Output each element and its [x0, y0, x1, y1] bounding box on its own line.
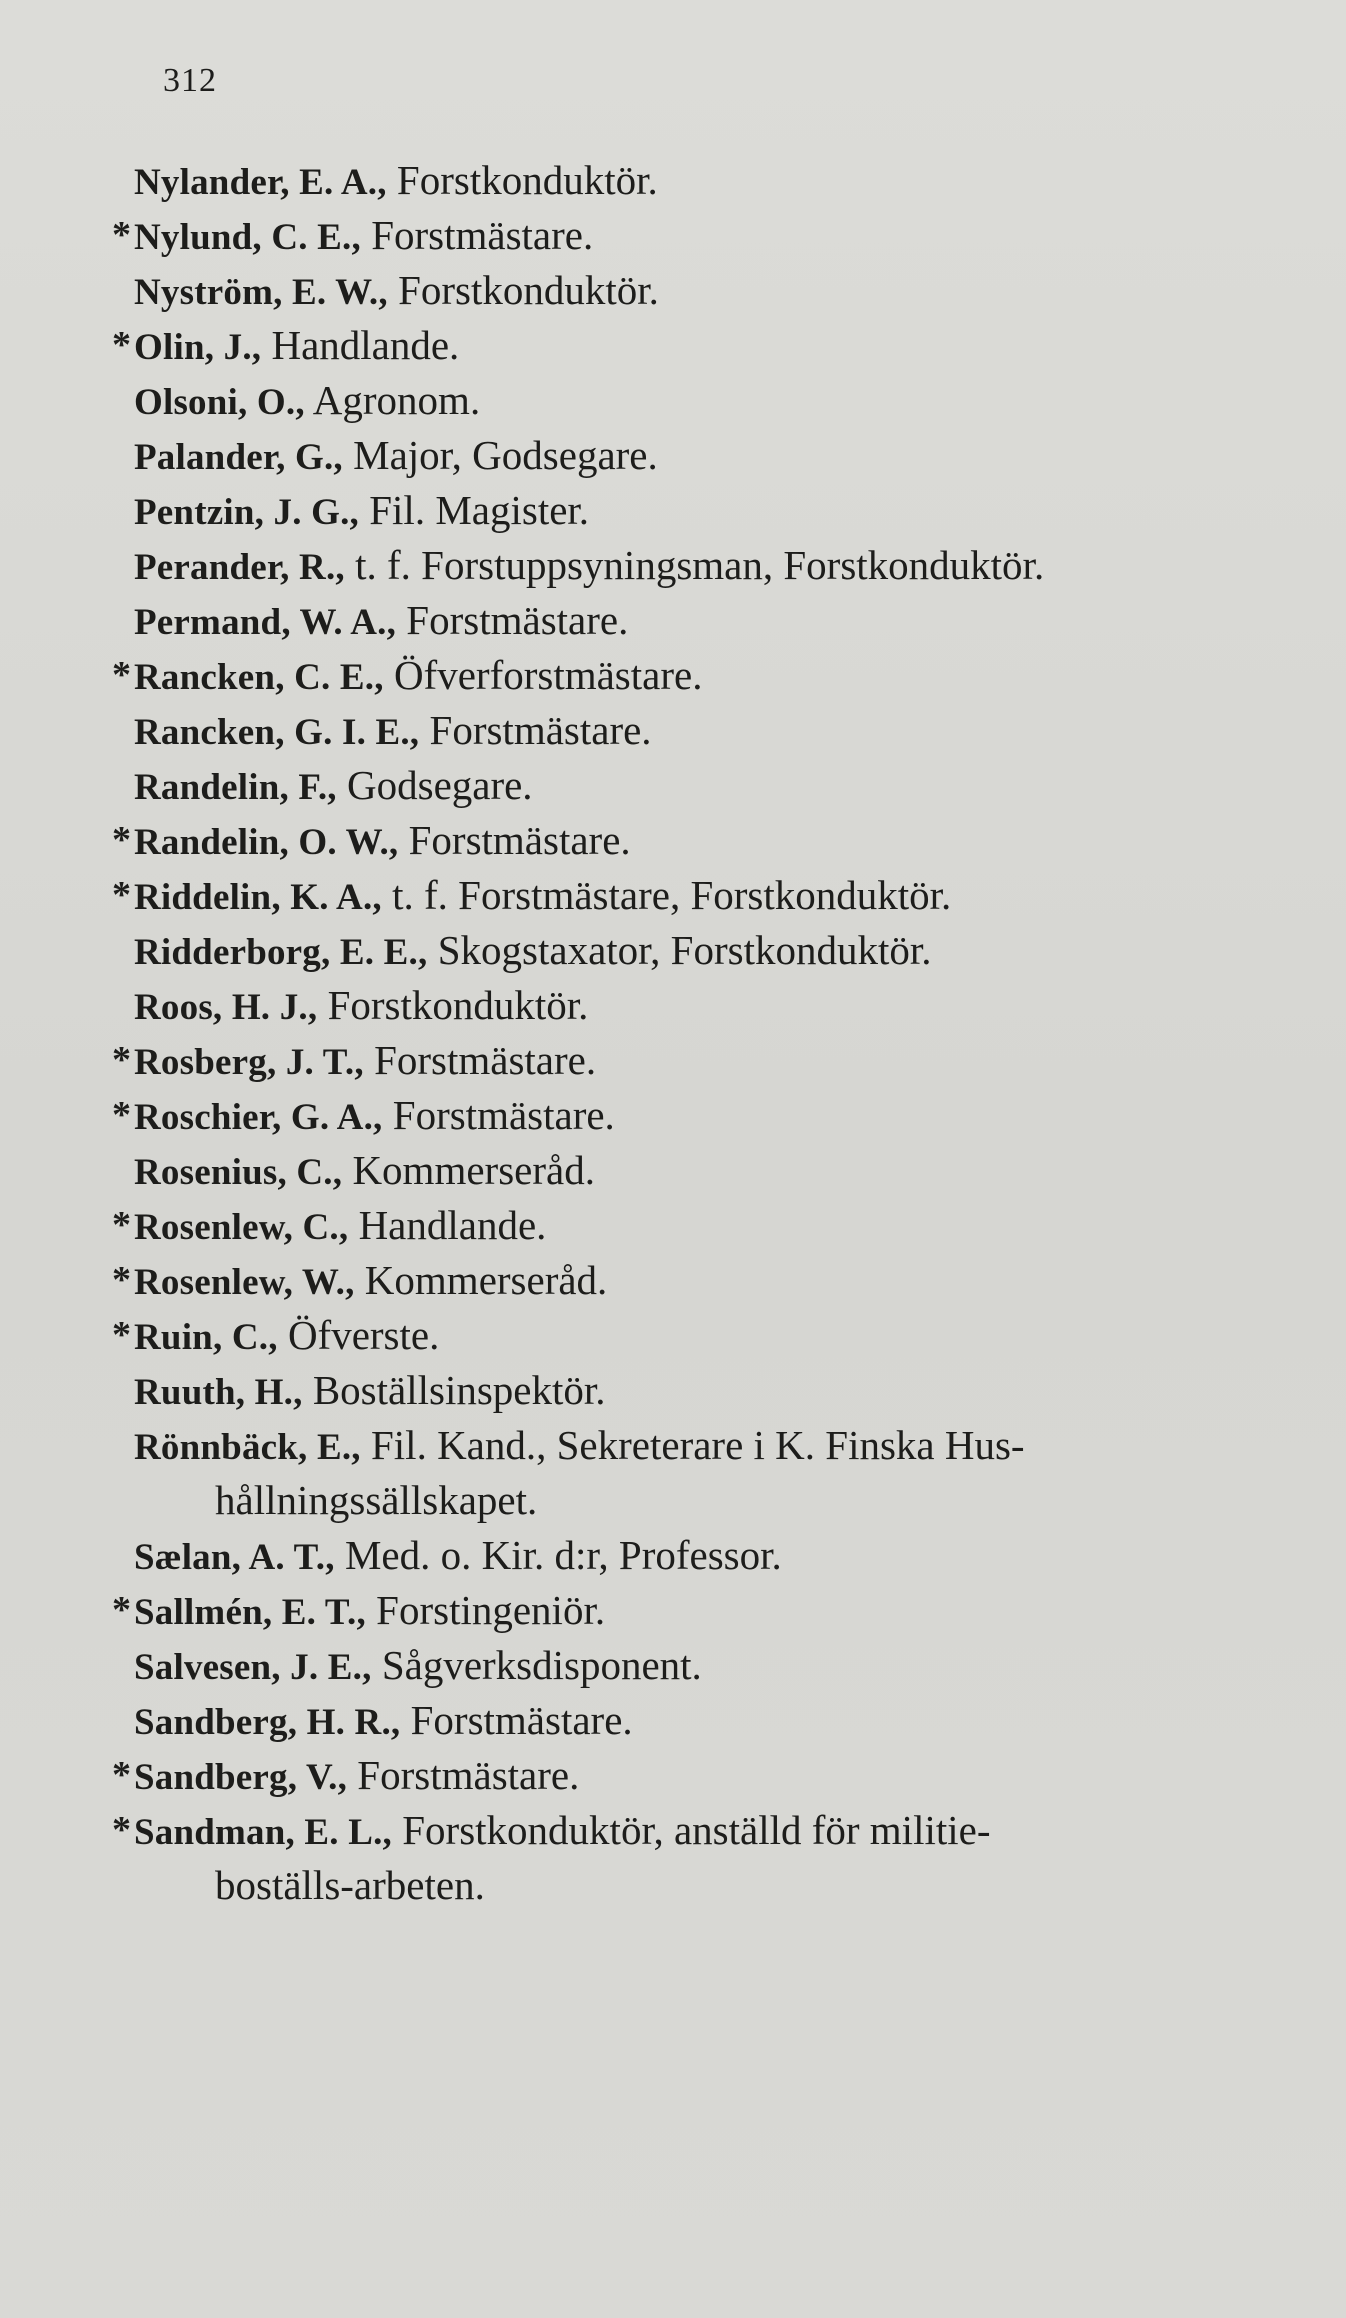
entry-text: [134, 593, 628, 650]
entry-name: Roos, H. J.,: [134, 987, 318, 1028]
entry-text: [134, 703, 652, 760]
entry-marker: *: [112, 819, 131, 861]
list-item: [0, 1638, 1346, 1693]
list-item: [0, 1363, 1346, 1418]
entry-title: Forstmästare.: [374, 1037, 597, 1083]
entry-marker: *: [112, 1754, 131, 1796]
entry-name: Olin, J.,: [134, 327, 262, 368]
entry-name: Sallmén, E. T.,: [134, 1592, 366, 1633]
entry-text: [134, 428, 658, 485]
list-item: [0, 1143, 1346, 1198]
entry-title: Forstkonduktör, anställd för militie-: [402, 1807, 991, 1853]
entry-name: Sandman, E. L.,: [134, 1812, 392, 1853]
entry-name: Olsoni, O.,: [134, 382, 305, 423]
list-item: [0, 703, 1346, 758]
entry-name: Nyström, E. W.,: [134, 272, 388, 313]
list-item: [0, 538, 1346, 593]
entry-name: Randelin, O. W.,: [134, 822, 399, 863]
list-item: [0, 1528, 1346, 1583]
entry-name: Ruin, C.,: [134, 1317, 278, 1358]
entry-text: [134, 813, 631, 870]
entry-name: Sandberg, H. R.,: [134, 1702, 401, 1743]
entry-title: Handlande.: [271, 322, 460, 368]
entry-title: Forstmästare.: [408, 817, 631, 863]
list-item: [0, 1033, 1346, 1088]
entry-title: Med. o. Kir. d:r, Professor.: [344, 1532, 782, 1578]
entry-marker: *: [112, 1204, 131, 1246]
list-item: [0, 868, 1346, 923]
entry-text: [134, 153, 658, 210]
entry-text: [134, 758, 533, 815]
list-item: [0, 318, 1346, 373]
entry-title: Öfverste.: [287, 1312, 440, 1358]
entry-text: [134, 483, 589, 540]
entry-continuation: hållningssällskapet.: [215, 1477, 538, 1523]
entry-title: t. f. Forstuppsyningsman, Forstkonduktör.: [355, 542, 1045, 588]
entry-name: Nylund, C. E.,: [134, 217, 361, 258]
entry-title: Forstmästare.: [392, 1092, 615, 1138]
entry-marker: *: [112, 1589, 131, 1631]
entry-list: [0, 153, 1346, 1913]
list-item: [0, 1198, 1346, 1253]
entry-name: Ruuth, H.,: [134, 1372, 303, 1413]
entry-title: Fil. Kand., Sekreterare i K. Finska Hus-: [370, 1422, 1025, 1468]
page-number: 312: [163, 62, 217, 99]
entry-name: Pentzin, J. G.,: [134, 492, 359, 533]
entry-text: [134, 1088, 615, 1145]
entry-name: Permand, W. A.,: [134, 602, 397, 643]
entry-title: t. f. Forstmästare, Forstkonduktör.: [392, 872, 952, 918]
list-item: [0, 1748, 1346, 1803]
entry-text: [134, 538, 1044, 595]
entry-marker: *: [112, 1259, 131, 1301]
entry-title: Forstingeniör.: [376, 1587, 606, 1633]
entry-marker: *: [112, 1314, 131, 1356]
entry-text: [134, 868, 951, 925]
entry-name: Sandberg, V.,: [134, 1757, 348, 1798]
list-item: [0, 263, 1346, 318]
entry-name: Rosenlew, C.,: [134, 1207, 349, 1248]
list-item: [0, 428, 1346, 483]
entry-title: Skogstaxator, Forstkonduktör.: [437, 927, 932, 973]
entry-text: [134, 1143, 595, 1200]
list-item: [0, 1583, 1346, 1638]
entry-text: [134, 1583, 605, 1640]
entry-title: Forstmästare.: [357, 1752, 580, 1798]
entry-text: [134, 263, 659, 320]
entry-text: [134, 1638, 702, 1695]
entry-text: [134, 1253, 607, 1310]
entry-name: Randelin, F.,: [134, 767, 337, 808]
entry-text: [134, 1418, 1025, 1475]
entry-name: Palander, G.,: [134, 437, 343, 478]
entry-title: Boställsinspektör.: [312, 1367, 606, 1413]
entry-name: Riddelin, K. A.,: [134, 877, 382, 918]
entry-marker: *: [112, 1094, 131, 1136]
entry-title: Forstmästare.: [406, 597, 629, 643]
entry-name: Rancken, C. E.,: [134, 657, 384, 698]
entry-name: Ridderborg, E. E.,: [134, 932, 428, 973]
entry-title: Forstmästare.: [429, 707, 652, 753]
entry-title: Forstkonduktör.: [327, 982, 589, 1028]
entry-continuation: boställs-arbeten.: [215, 1862, 485, 1908]
entry-name: Sælan, A. T.,: [134, 1537, 335, 1578]
entry-text: [134, 978, 588, 1035]
entry-text: [134, 923, 932, 980]
entry-title: Agronom.: [312, 377, 481, 423]
entry-title: Forstkonduktör.: [398, 267, 659, 313]
entry-title: Fil. Magister.: [369, 487, 590, 533]
entry-text: [134, 648, 702, 705]
list-item: [0, 978, 1346, 1033]
entry-text: [134, 1748, 579, 1805]
entry-marker: *: [112, 324, 131, 366]
entry-title: Kommerseråd.: [352, 1147, 595, 1193]
entry-name: Rosberg, J. T.,: [134, 1042, 364, 1083]
list-item: [0, 1418, 1346, 1528]
list-item: [0, 1803, 1346, 1913]
list-item: [0, 593, 1346, 648]
entry-title: Forstmästare.: [410, 1697, 633, 1743]
entry-title: Kommerseråd.: [364, 1257, 608, 1303]
entry-marker: *: [112, 1809, 131, 1851]
entry-marker: *: [112, 654, 131, 696]
entry-text: [134, 1528, 782, 1585]
list-item: [0, 758, 1346, 813]
list-item: [0, 648, 1346, 703]
entry-name: Rosenlew, W.,: [134, 1262, 355, 1303]
list-item: [0, 1693, 1346, 1748]
entry-name: Rosenius, C.,: [134, 1152, 343, 1193]
entry-text: [134, 208, 593, 265]
entry-text: [134, 1693, 633, 1750]
entry-name: Rönnbäck, E.,: [134, 1427, 361, 1468]
entry-marker: *: [112, 1039, 131, 1081]
entry-title: Handlande.: [358, 1202, 547, 1248]
entry-name: Salvesen, J. E.,: [134, 1647, 372, 1688]
entry-title: Forstmästare.: [371, 212, 594, 258]
entry-text: [134, 373, 480, 430]
entry-text: [134, 1803, 990, 1860]
entry-name: Roschier, G. A.,: [134, 1097, 383, 1138]
entry-title: Sågverksdisponent.: [381, 1642, 702, 1688]
list-item: [0, 483, 1346, 538]
list-item: [0, 1308, 1346, 1363]
list-item: [0, 1253, 1346, 1308]
entry-name: Perander, R.,: [134, 547, 345, 588]
entry-text: [134, 318, 459, 375]
entry-marker: *: [112, 214, 131, 256]
entry-title: Godsegare.: [347, 762, 533, 808]
entry-title: Öfverforstmästare.: [393, 652, 703, 698]
entry-text: [134, 1363, 606, 1420]
entry-text: [134, 1308, 439, 1365]
list-item: [0, 208, 1346, 263]
list-item: [0, 373, 1346, 428]
list-item: [0, 1088, 1346, 1143]
list-item: [0, 923, 1346, 978]
entry-name: Nylander, E. A.,: [134, 162, 387, 203]
entry-marker: *: [112, 874, 131, 916]
entry-name: Rancken, G. I. E.,: [134, 712, 420, 753]
list-item: [0, 813, 1346, 868]
entry-title: Forstkonduktör.: [396, 157, 658, 203]
list-item: [0, 153, 1346, 208]
entry-title: Major, Godsegare.: [353, 432, 658, 478]
entry-text: [134, 1033, 596, 1090]
entry-text: [134, 1198, 546, 1255]
